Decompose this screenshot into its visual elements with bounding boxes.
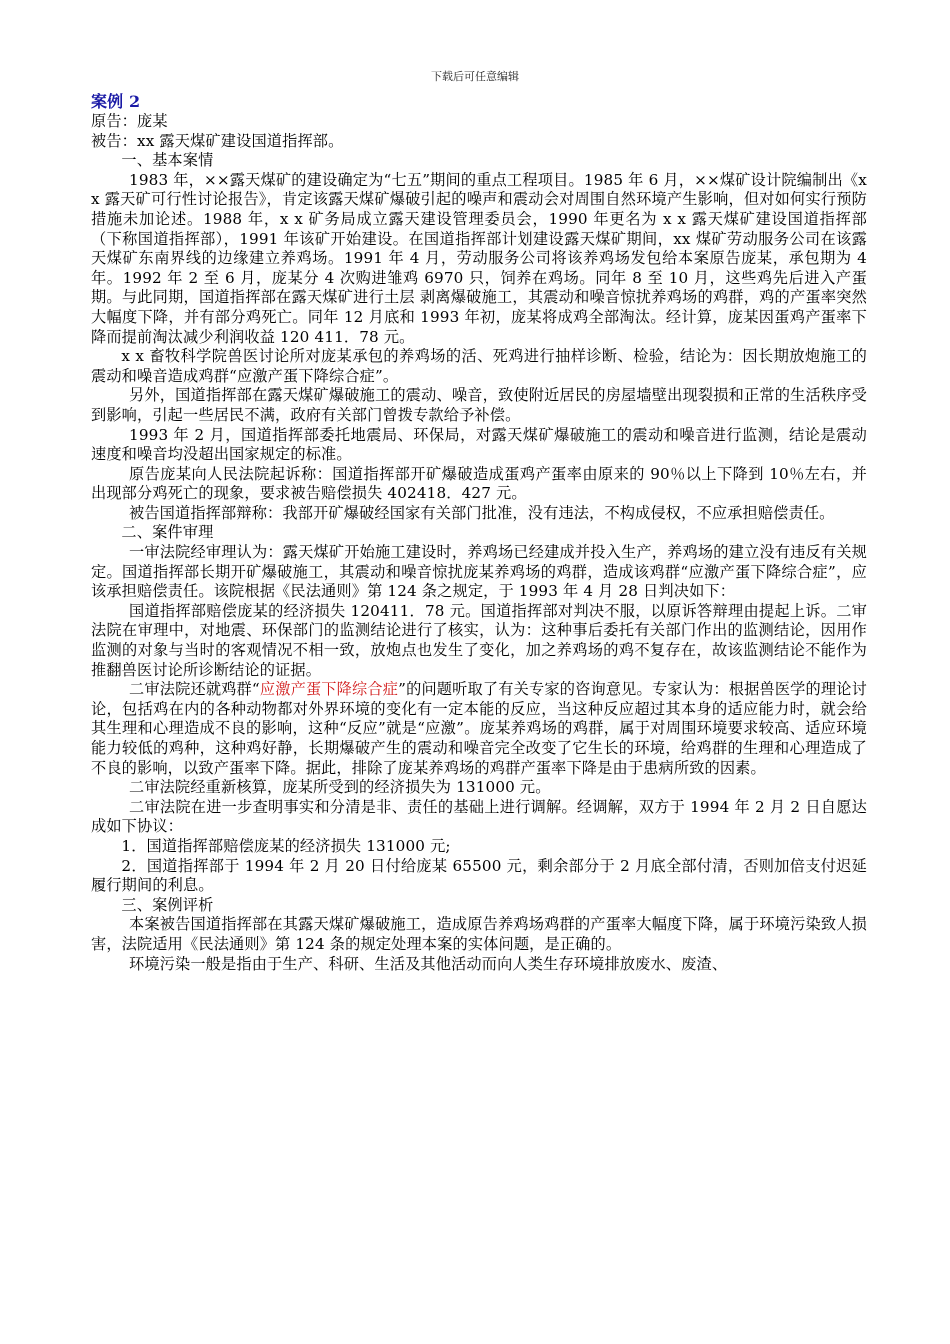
paragraph: 二审法院经重新核算，庞某所受到的经济损失为 131000 元。 — [129, 778, 551, 797]
paragraph: 二审法院在进一步查明事实和分清是非、责任的基础上进行调解。经调解，双方于 1994 年 2 月 2 日自愿达成如下协议： — [91, 797, 867, 836]
highlighted-term: 应激产蛋下降综合症 — [259, 680, 399, 699]
paragraph: 环境污染一般是指由于生产、科研、生活及其他活动而向人类生存环境排放废水、废渣、 — [129, 954, 728, 973]
paragraph: 1983 年，××露天煤矿的建设确定为“七五”期间的重点工程项目。1985 年 6 月，××煤矿设计院编制出《x x 露天矿可行性讨论报告》，肯定该露天煤矿爆破引起的噪声和震动会对周围自然环境产生影响，但对如何实行预防措施未加论述。1988 年，x x 矿务局成立露天建设管理委员会，1990 年更名为 x x 露天煤矿建设国道指挥部（下称国道指挥部），1991 年该矿开始建设。在国道指挥部计划建设露天煤矿期间，xx 煤矿劳动服务公司在该露天煤矿东南界线的边缘建立养鸡场。1991 年 4 月，劳动服务公司将该养鸡场发包给本案原告庞某，承包期为 4 年。1992 年 2 至 6 月，庞某分 4 次购进雏鸡 6970 只，饲养在鸡场。同年 8 至 10 月，这些鸡先后进入产蛋期。与此同期，国道指挥部在露天煤矿进行土层 剥离爆破施工，其震动和噪音惊扰养鸡场的鸡群，鸡的产蛋率突然大幅度下降，并有部分鸡死亡。同年 12 月底和 1993 年初，庞某将成鸡全部淘汰。经计算，庞某因蛋鸡产蛋率下降而提前淘汰减少利润收益 120 411．78 元。 — [91, 170, 867, 346]
paragraph — [91, 680, 867, 778]
paragraph: 国道指挥部赔偿庞某的经济损失 120411．78 元。国道指挥部对判决不服，以原诉答辩理由提起上诉。二审法院在审理中，对地震、环保部门的监测结论进行了核实，认为：这种事后委托有关部门作出的监测结论，因用作监测的对象与当时的客观情况不相一致，放炮点也发生了变化，加之养鸡场的鸡不复存在，故该监测结论不能作为推翻兽医讨论所诊断结论的证据。 — [91, 601, 867, 679]
document-body — [91, 92, 867, 974]
paragraph: 另外，国道指挥部在露天煤矿爆破施工的震动、噪音，致使附近居民的房屋墙壁出现裂损和正常的生活秩序受到影响，引起一些居民不满，政府有关部门曾拨专款给予补偿。 — [91, 386, 867, 424]
header-note: 下载后可任意编辑 — [431, 70, 519, 83]
case-title: 案例 2 — [91, 92, 141, 111]
plaintiff-line: 原告：庞某 — [91, 112, 168, 130]
defendant-line: 被告：xx 露天煤矿建设国道指挥部。 — [91, 131, 344, 150]
text-run: ”的问题听取了有关专家的咨询意见。专家认为：根据兽医学的理论讨论，包括鸡在内的各种动物都对外界环境的变化有一定本能的反应，当这种反应超过其本身的适应能力时，就会给其生理和心理造成不良的影响，这种“反应”就是“应激”。庞某养鸡场的鸡群，属于对周围环境要求较高、适应环境能力较低的鸡种，这种鸡好静，长期爆破产生的震动和噪音完全改变了它生长的环境，给鸡群的生理和心理造成了不良的影响，以致产蛋率下降。据此，排除了庞某养鸡场的鸡群产蛋率下降是由于患病所致的因素。 — [91, 680, 867, 777]
section-3-title: 三、案例评析 — [121, 895, 214, 914]
section-1-title: 一、基本案情 — [121, 151, 214, 170]
agreement-item: 1．国道指挥部赔偿庞某的经济损失 131000 元; — [121, 836, 451, 855]
paragraph: 被告国道指挥部辩称：我部开矿爆破经国家有关部门批准，没有违法，不构成侵权，不应承担赔偿责任。 — [129, 503, 835, 522]
paragraph: 原告庞某向人民法院起诉称：国道指挥部开矿爆破造成蛋鸡产蛋率由原来的 90％以上下降到 10％左右，并出现部分鸡死亡的现象，要求被告赔偿损失 402418．427 元。 — [91, 464, 867, 503]
text-run: 二审法院还就鸡群“ — [129, 680, 260, 699]
paragraph: 一审法院经审理认为：露天煤矿开始施工建设时，养鸡场已经建成并投入生产，养鸡场的建立没有违反有关规定。国道指挥部长期开矿爆破施工，其震动和噪音惊扰庞某养鸡场的鸡群，造成该鸡群“应激产蛋下降综合症”，应该承担赔偿责任。该院根据《民法通则》第 124 条之规定，于 1993 年 4 月 28 日判决如下： — [91, 543, 867, 601]
paragraph: 1993 年 2 月，国道指挥部委托地震局、环保局，对露天煤矿爆破施工的震动和噪音进行监测，结论是震动速度和噪音均没超出国家规定的标准。 — [91, 425, 867, 464]
paragraph: 本案被告国道指挥部在其露天煤矿爆破施工，造成原告养鸡场鸡群的产蛋率大幅度下降，属于环境污染致人损害，法院适用《民法通则》第 124 条的规定处理本案的实体问题，是正确的。 — [91, 915, 867, 953]
section-2-title: 二、案件审理 — [121, 523, 214, 542]
paragraph: x x 畜牧科学院兽医讨论所对庞某承包的养鸡场的活、死鸡进行抽样诊断、检验，结论为：因长期放炮施工的震动和噪音造成鸡群“应激产蛋下降综合症”。 — [91, 347, 867, 385]
agreement-item: 2．国道指挥部于 1994 年 2 月 20 日付给庞某 65500 元，剩余部分于 2 月底全部付清，否则加倍支付迟延履行期间的利息。 — [91, 856, 867, 895]
